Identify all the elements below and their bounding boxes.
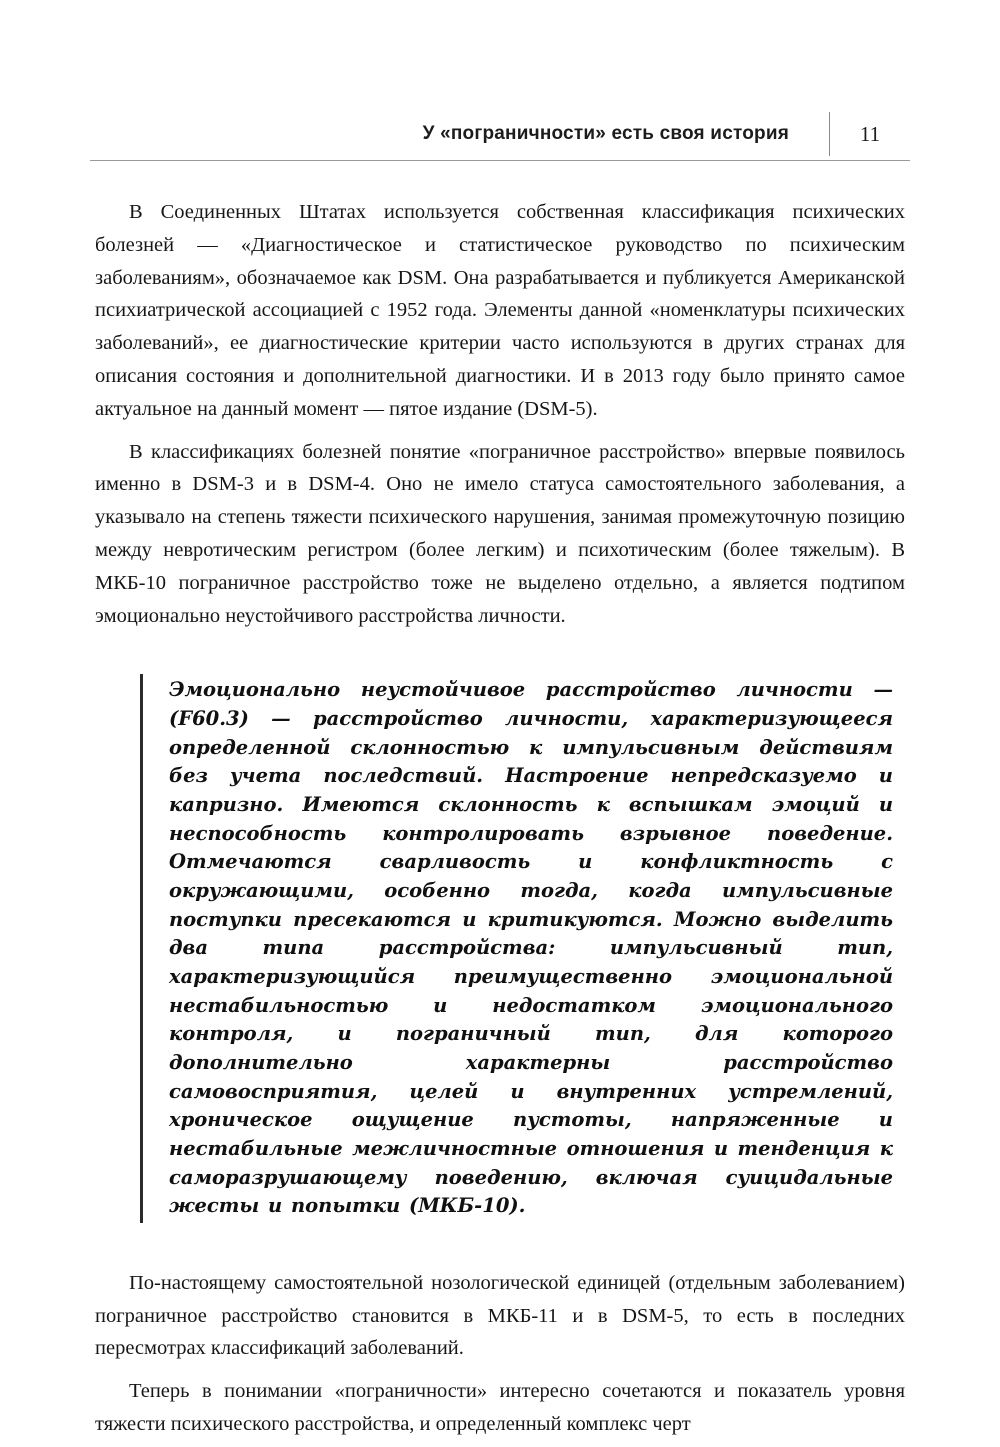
page-body — [95, 196, 905, 1441]
running-title: У «пограничности» есть своя история — [422, 123, 789, 144]
paragraph-nosological-unit: По-настоящему самостоятельной нозологической единицей (отдельным заболеванием) пограничное расстройство становится в МКБ-11 и в DSM-5, то есть в последних пересмотрах классификаций заболеваний. — [95, 1271, 905, 1360]
paragraph-borderline-classification: В классификациях болезней понятие «пограничное расстройство» впервые появилось именно в DSM-3 и в DSM-4. Оно не имело статуса самостоятельного заболевания, а указывало на степень тяжести психического нарушения, занимая промежуточную позицию между невротическим регистром (более легким) и психотическим (более тяжелым). В МКБ-10 пограничное расстройство тоже не выделено отдельно, а является подтипом эмоционально неустойчивого расстройства личности. — [95, 440, 905, 627]
header-rule — [90, 160, 910, 161]
blockquote-f60-3 — [140, 674, 893, 1222]
paragraph-dsm-intro: В Соединенных Штатах используется собственная классификация психических болезней — «Диагностическое и статистическое руководство по психическим заболеваниям», обозначаемое как DSM. Она разрабатывается и публикуется Американской психиатрической ассоциацией с 1952 года. Элементы данной «номенклатуры психических заболеваний», ее диагностические критерии часто используются в других странах для описания состояния и дополнительной диагностики. И в 2013 году было принято самое актуальное на данный момент — пятое издание (DSM-5). — [95, 201, 905, 420]
paragraph-closing: Теперь в понимании «пограничности» интересно сочетаются и показатель уровня тяжести психического расстройства, и определенный комплекс черт — [95, 1380, 905, 1436]
blockquote-text: Эмоционально неустойчивое расстройство личности — (F60.3) — расстройство личности, характеризующееся определенной склонностью к импульсивным действиям без учета последствий. Настроение непредсказуемо и капризно. Имеются склонность к вспышкам эмоций и неспособность контролировать взрывное поведение. Отмечаются сварливость и конфликтность с окружающими, особенно тогда, когда импульсивные поступки пресекаются и критикуются. Можно выделить два типа расстройства: импульсивный тип, характеризующийся преимущественно эмоциональной нестабильностью и недостатком эмоционального контроля, и пограничный тип, для которого дополнительно характерны расстройство самовосприятия, целей и внутренних устремлений, хроническое ощущение пустоты, напряженные и нестабильные межличностные отношения и тенденция к саморазрушающему поведению, включая суицидальные жесты и попытки (МКБ-10). — [169, 678, 893, 1218]
page-header — [90, 112, 910, 161]
header-row — [90, 112, 910, 156]
page-number: 11 — [859, 121, 881, 146]
